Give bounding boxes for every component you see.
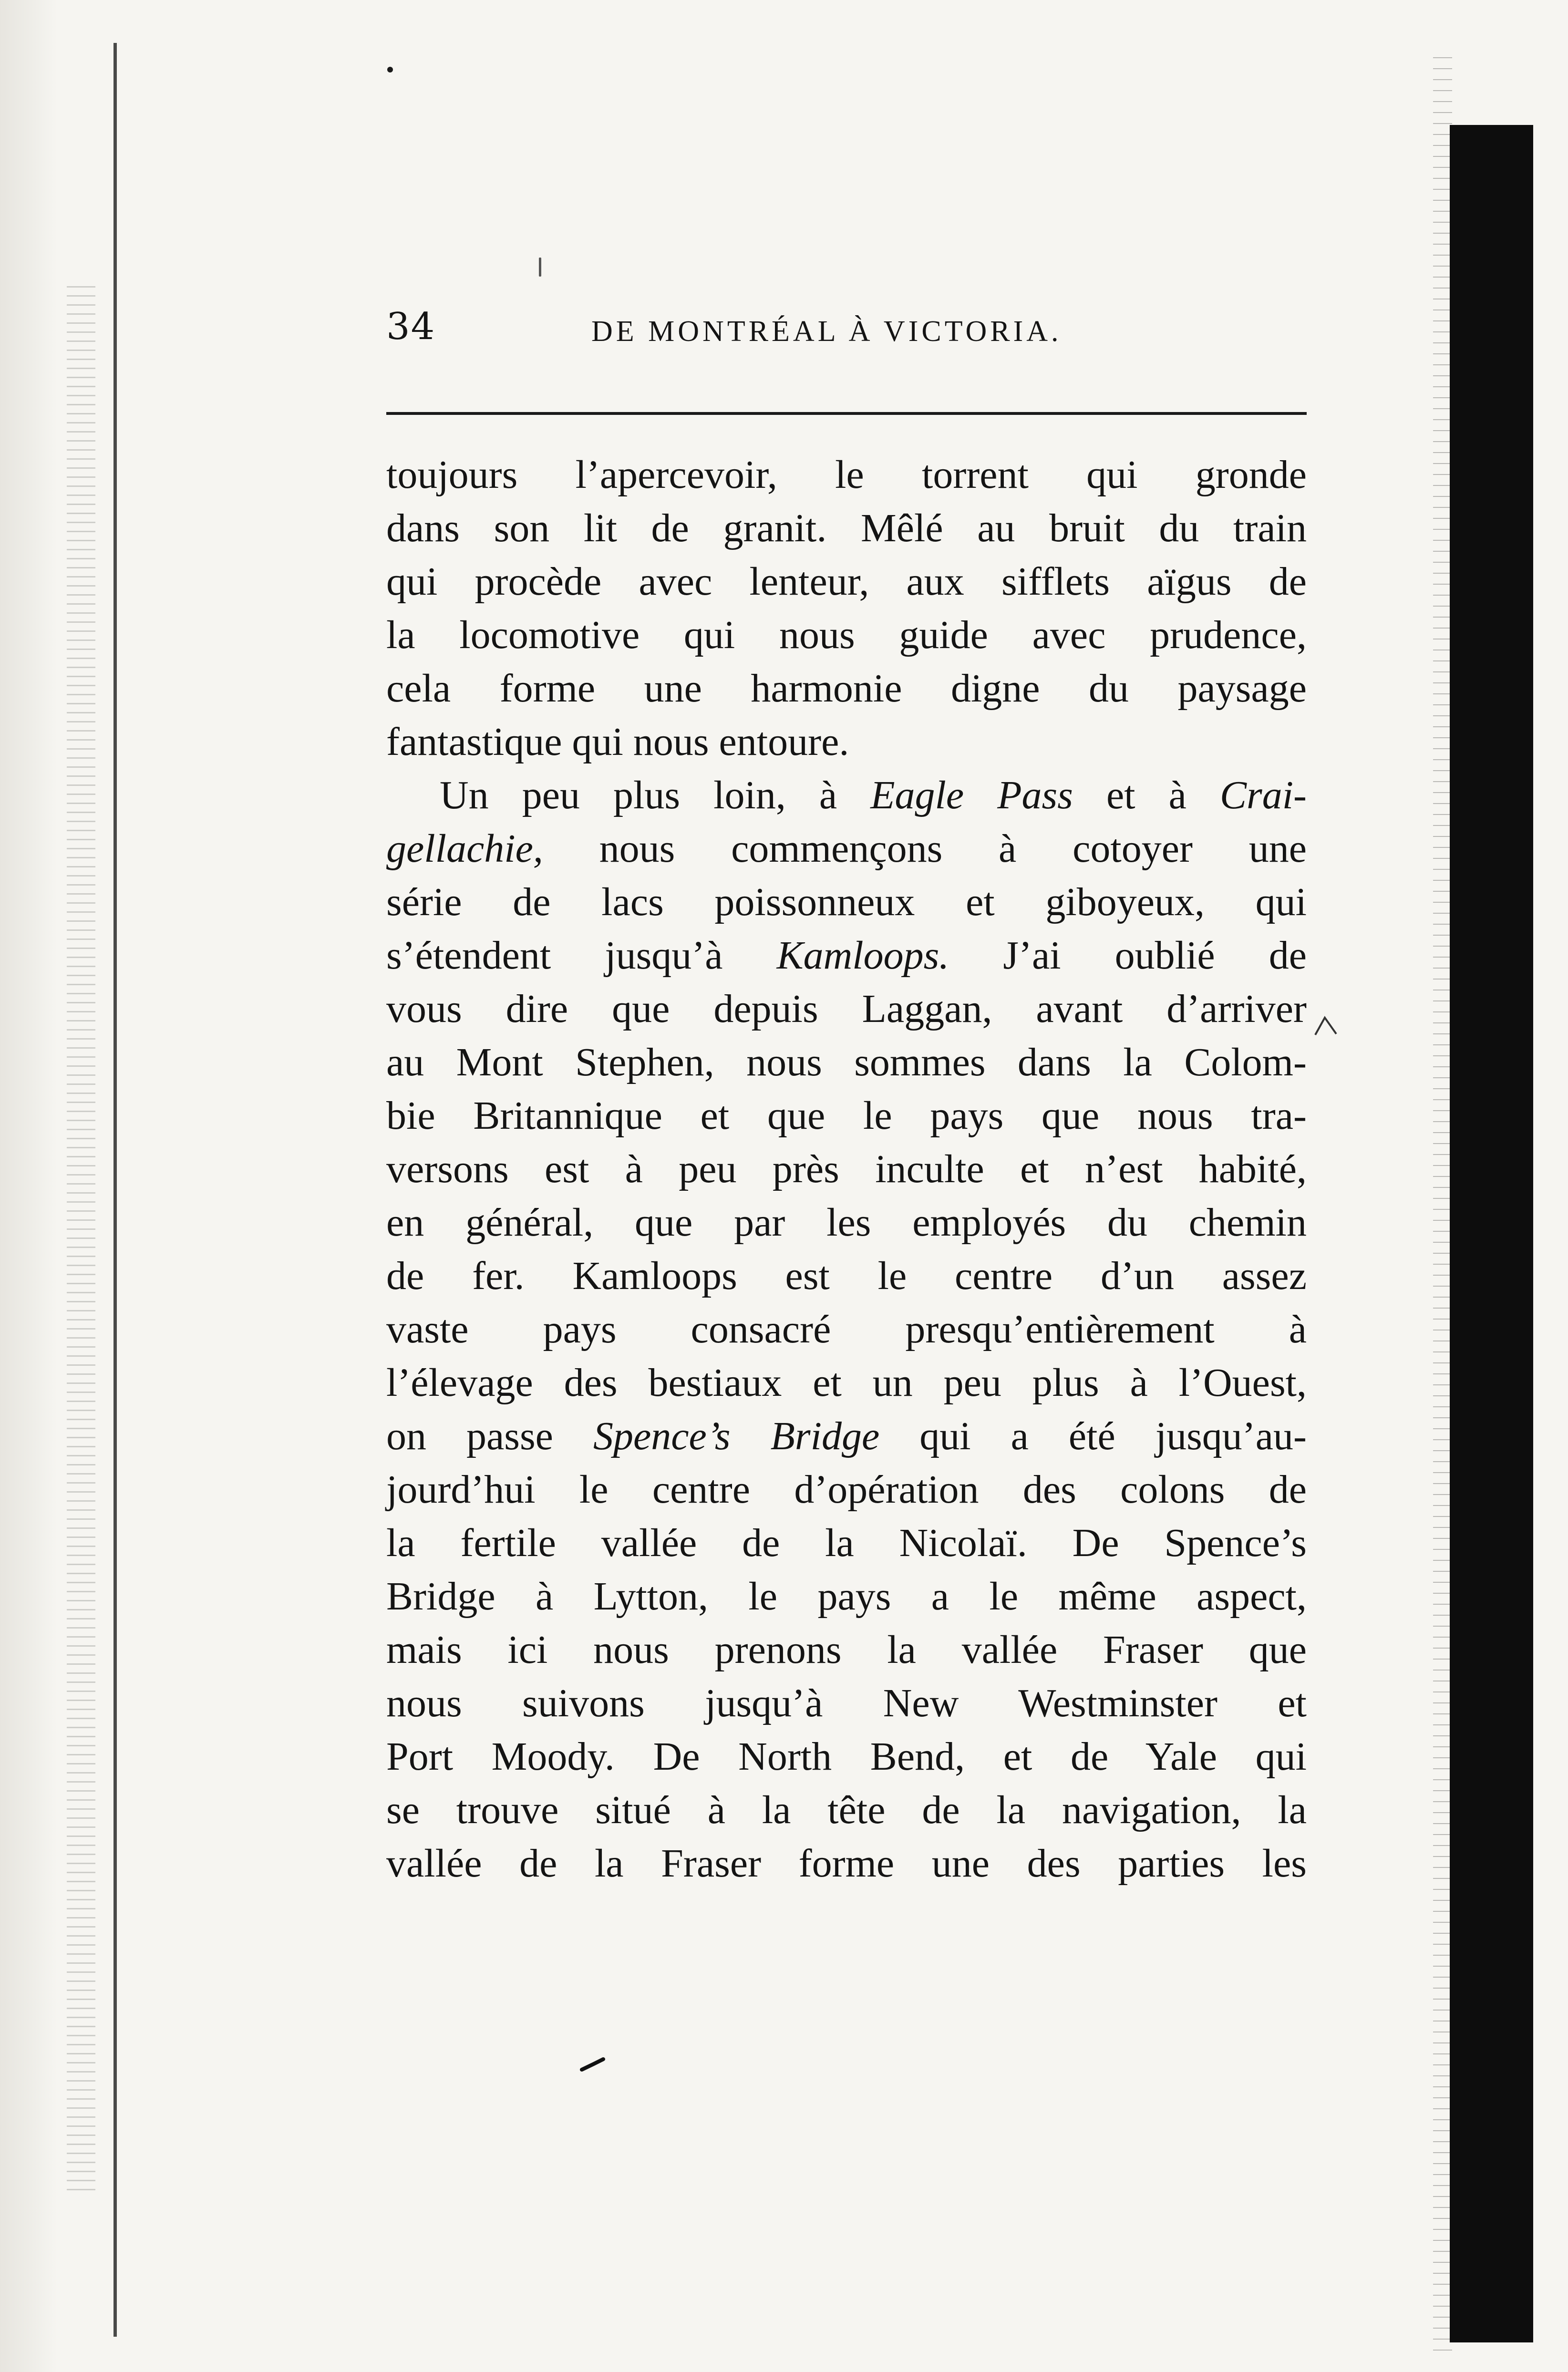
text-segment: se trouve situé à la tête de la navigation, la <box>386 1788 1307 1832</box>
italic-place-name: Kamloops. <box>776 933 949 978</box>
ink-speck <box>387 67 393 72</box>
text-segment: Un peu plus loin, à <box>440 773 871 817</box>
text-segment: toujours l’apercevoir, le torrent qui gronde <box>386 453 1307 497</box>
text-line <box>386 1303 1307 1356</box>
italic-place-name: Eagle Pass <box>870 773 1073 817</box>
text-segment: cela forme une harmonie digne du paysage <box>386 666 1307 711</box>
text-line <box>386 502 1307 555</box>
text-line <box>386 929 1307 982</box>
text-segment: série de lacs poissonneux et giboyeux, qui <box>386 880 1307 924</box>
page-margin-line <box>113 43 117 2337</box>
text-line <box>386 1036 1307 1089</box>
text-line <box>386 769 1307 822</box>
italic-place-name: gellachie, <box>386 826 543 871</box>
text-line <box>386 1677 1307 1730</box>
page-edge-fray <box>1433 57 1452 2356</box>
text-segment: dans son lit de granit. Mêlé au bruit du train <box>386 506 1307 550</box>
text-line <box>386 876 1307 929</box>
text-line <box>386 1410 1307 1463</box>
text-segment: versons est à peu près inculte et n’est habité, <box>386 1147 1307 1191</box>
text-segment: l’élevage des bestiaux et un peu plus à l’Ouest, <box>386 1361 1307 1405</box>
text-segment: Port Moody. De North Bend, et de Yale qui <box>386 1734 1307 1779</box>
text-segment: la fertile vallée de la Nicolaï. De Spence’s <box>386 1521 1307 1565</box>
page-header <box>377 305 1311 362</box>
scan-noise <box>67 286 95 2194</box>
text-line <box>386 1784 1307 1837</box>
text-segment: J’ai oublié de <box>949 933 1307 978</box>
text-segment: Bridge à Lytton, le pays a le même aspect, <box>386 1574 1307 1619</box>
text-line <box>386 715 1307 769</box>
text-segment: fantastique qui nous entoure. <box>386 720 849 764</box>
text-line <box>386 1143 1307 1196</box>
text-line <box>386 1196 1307 1249</box>
text-line <box>386 982 1307 1036</box>
text-line <box>386 1089 1307 1143</box>
text-segment: nous suivons jusqu’à New Westminster et <box>386 1681 1307 1725</box>
text-segment: au Mont Stephen, nous sommes dans la Colom- <box>386 1040 1307 1084</box>
text-segment: vous dire que depuis Laggan, avant d’arriver <box>386 987 1307 1031</box>
text-segment: s’étendent jusqu’à <box>386 933 777 978</box>
italic-place-name: Crai- <box>1219 773 1307 817</box>
text-segment: qui procède avec lenteur, aux sifflets aïgus de <box>386 559 1307 604</box>
black-page-edge <box>1450 125 1533 2342</box>
text-line <box>386 555 1307 608</box>
running-head: DE MONTRÉAL À VICTORIA. <box>591 315 1062 348</box>
text-segment: vallée de la Fraser forme une des parties les <box>386 1841 1307 1886</box>
pencil-caret-mark <box>1311 1011 1345 1044</box>
text-segment: en général, que par les employés du chemin <box>386 1200 1307 1245</box>
ink-speck <box>539 258 541 277</box>
text-segment: mais ici nous prenons la vallée Fraser que <box>386 1628 1307 1672</box>
text-segment: qui a été jusqu’au- <box>879 1414 1307 1458</box>
text-line <box>386 662 1307 715</box>
body-text <box>386 448 1307 1890</box>
text-segment: et à <box>1073 773 1220 817</box>
text-line <box>386 1463 1307 1516</box>
text-line <box>386 448 1307 502</box>
text-segment: de fer. Kamloops est le centre d’un assez <box>386 1254 1307 1298</box>
binding-edge <box>0 0 57 2372</box>
text-line <box>386 608 1307 662</box>
text-segment: la locomotive qui nous guide avec prudence, <box>386 613 1307 657</box>
text-line <box>386 1837 1307 1890</box>
text-segment: on passe <box>386 1414 593 1458</box>
text-segment: jourd’hui le centre d’opération des colons de <box>386 1467 1307 1512</box>
text-line <box>386 822 1307 876</box>
italic-place-name: Spence’s Bridge <box>593 1414 880 1458</box>
ink-smudge-mark <box>579 2055 608 2074</box>
text-line <box>386 1516 1307 1570</box>
text-line <box>386 1623 1307 1677</box>
text-segment: vaste pays consacré presqu’entièrement à <box>386 1307 1307 1351</box>
text-line <box>386 1730 1307 1784</box>
text-line <box>386 1570 1307 1623</box>
page-number: 34 <box>386 305 436 348</box>
text-line <box>386 1249 1307 1303</box>
text-segment: nous commençons à cotoyer une <box>543 826 1307 871</box>
header-rule <box>386 412 1307 415</box>
text-line <box>386 1356 1307 1410</box>
text-segment: bie Britannique et que le pays que nous tra- <box>386 1093 1307 1138</box>
